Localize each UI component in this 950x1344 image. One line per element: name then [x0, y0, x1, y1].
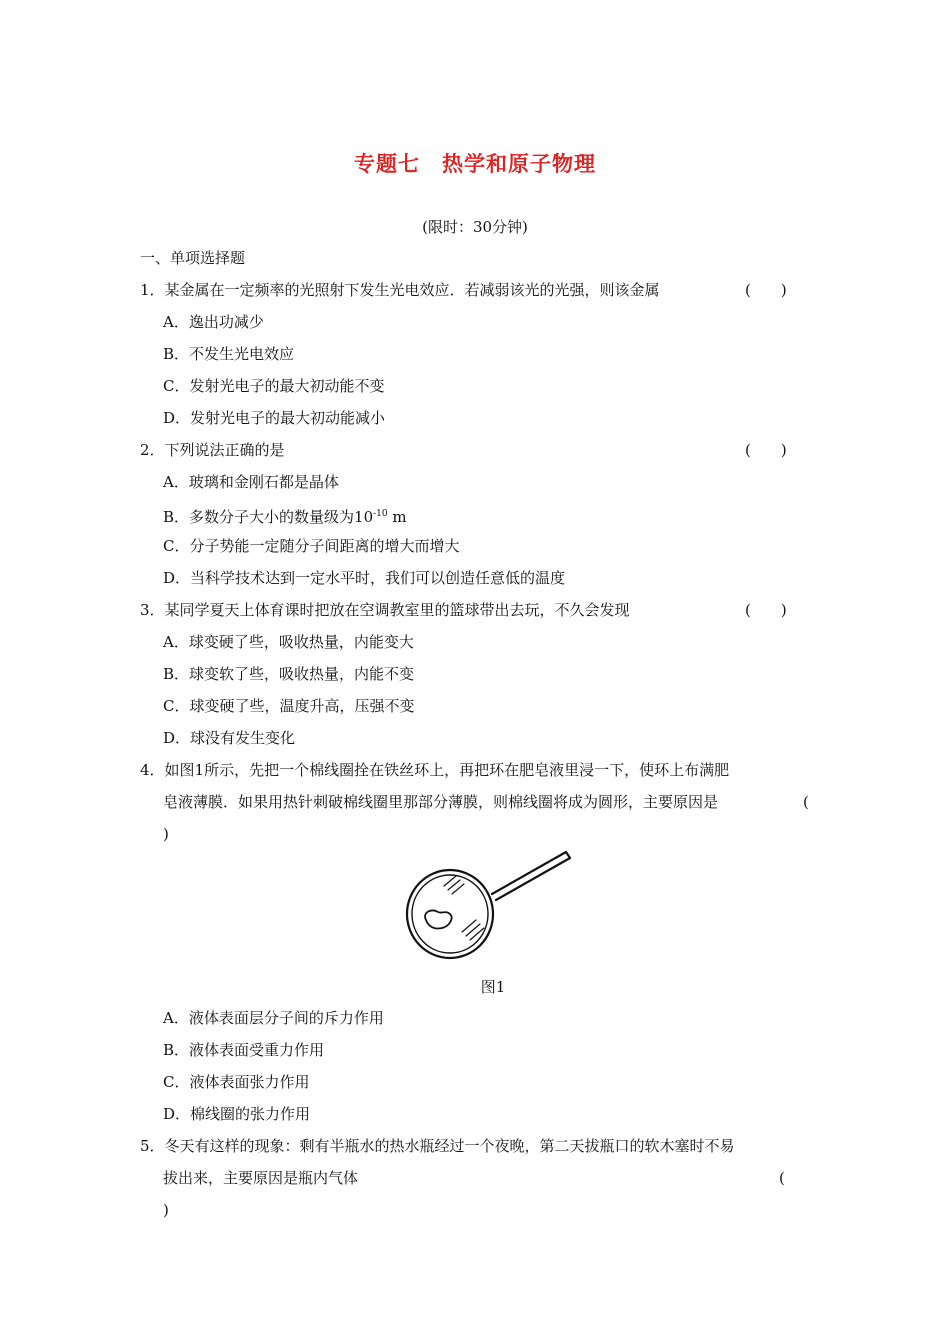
- question-3-option-d: D．球没有发生变化: [163, 729, 296, 747]
- question-5-paren-open: (: [779, 1169, 785, 1187]
- question-2-option-d: D．当科学技术达到一定水平时，我们可以创造任意低的温度: [163, 569, 566, 587]
- question-2-option-a: A．玻璃和金刚石都是晶体: [163, 473, 339, 491]
- question-1-option-c: C．发射光电子的最大初动能不变: [163, 377, 385, 395]
- unit: m: [387, 508, 407, 526]
- question-4-option-b: B．液体表面受重力作用: [163, 1041, 325, 1059]
- question-1-option-a: A．逸出功减少: [163, 313, 264, 331]
- question-3-option-c: C．球变硬了些，温度升高，压强不变: [163, 697, 415, 715]
- cotton-thread-loop: [425, 910, 451, 928]
- question-2-option-b: [163, 504, 407, 527]
- question-4-option-c: C．液体表面张力作用: [163, 1073, 310, 1091]
- figure-1-caption: 图1: [480, 978, 506, 996]
- question-1-option-d: D．发射光电子的最大初动能减小: [163, 409, 386, 427]
- question-4-paren-open: (: [803, 793, 809, 811]
- question-3-option-a: A．球变硬了些，吸收热量，内能变大: [163, 633, 414, 651]
- question-4-stem-continued: 皂液薄膜．如果用热针刺破棉线圈里那部分薄膜，则棉线圈将成为圆形，主要原因是: [163, 793, 719, 811]
- question-1-option-b: B．不发生光电效应: [163, 345, 295, 363]
- question-2-option-c: C．分子势能一定随分子间距离的增大而增大: [163, 537, 460, 555]
- question-5-paren-close: ): [163, 1201, 169, 1219]
- section-heading: 一、单项选择题: [140, 249, 246, 267]
- question-3-option-b: B．球变软了些，吸收热量，内能不变: [163, 665, 415, 683]
- question-4-option-d: D．棉线圈的张力作用: [163, 1105, 311, 1123]
- question-4-paren-close: ): [163, 825, 169, 843]
- question-1-answer-blank: ( ): [745, 281, 787, 299]
- question-4-option-a: A．液体表面层分子间的斥力作用: [163, 1009, 384, 1027]
- page-title: 专题七 热学和原子物理: [354, 152, 596, 176]
- question-2-answer-blank: ( ): [745, 441, 787, 459]
- question-5-stem-continued: 拔出来，主要原因是瓶内气体: [163, 1169, 359, 1187]
- question-3-answer-blank: ( ): [745, 601, 787, 619]
- question-4-stem: 4．如图1所示，先把一个棉线圈拴在铁丝环上，再把环在肥皂液里浸一下，使环上布满肥: [140, 761, 730, 779]
- wire-handle: [492, 852, 570, 900]
- soap-film-hatches: [444, 876, 484, 940]
- time-limit: (限时：30分钟): [422, 218, 528, 236]
- question-2-option-b-text: B．多数分子大小的数量级为10: [163, 508, 374, 526]
- exponent: -10: [373, 509, 388, 519]
- question-3-stem: 3．某同学夏天上体育课时把放在空调教室里的篮球带出去玩，不久会发现: [140, 601, 630, 619]
- question-1-stem: 1．某金属在一定频率的光照射下发生光电效应．若减弱该光的光强，则该金属: [140, 281, 660, 299]
- figure-1-wire-ring-diagram: [400, 846, 580, 976]
- question-2-stem: 2．下列说法正确的是: [140, 441, 285, 459]
- question-5-stem: 5．冬天有这样的现象：剩有半瓶水的热水瓶经过一个夜晚，第二天拔瓶口的软木塞时不易: [140, 1137, 735, 1155]
